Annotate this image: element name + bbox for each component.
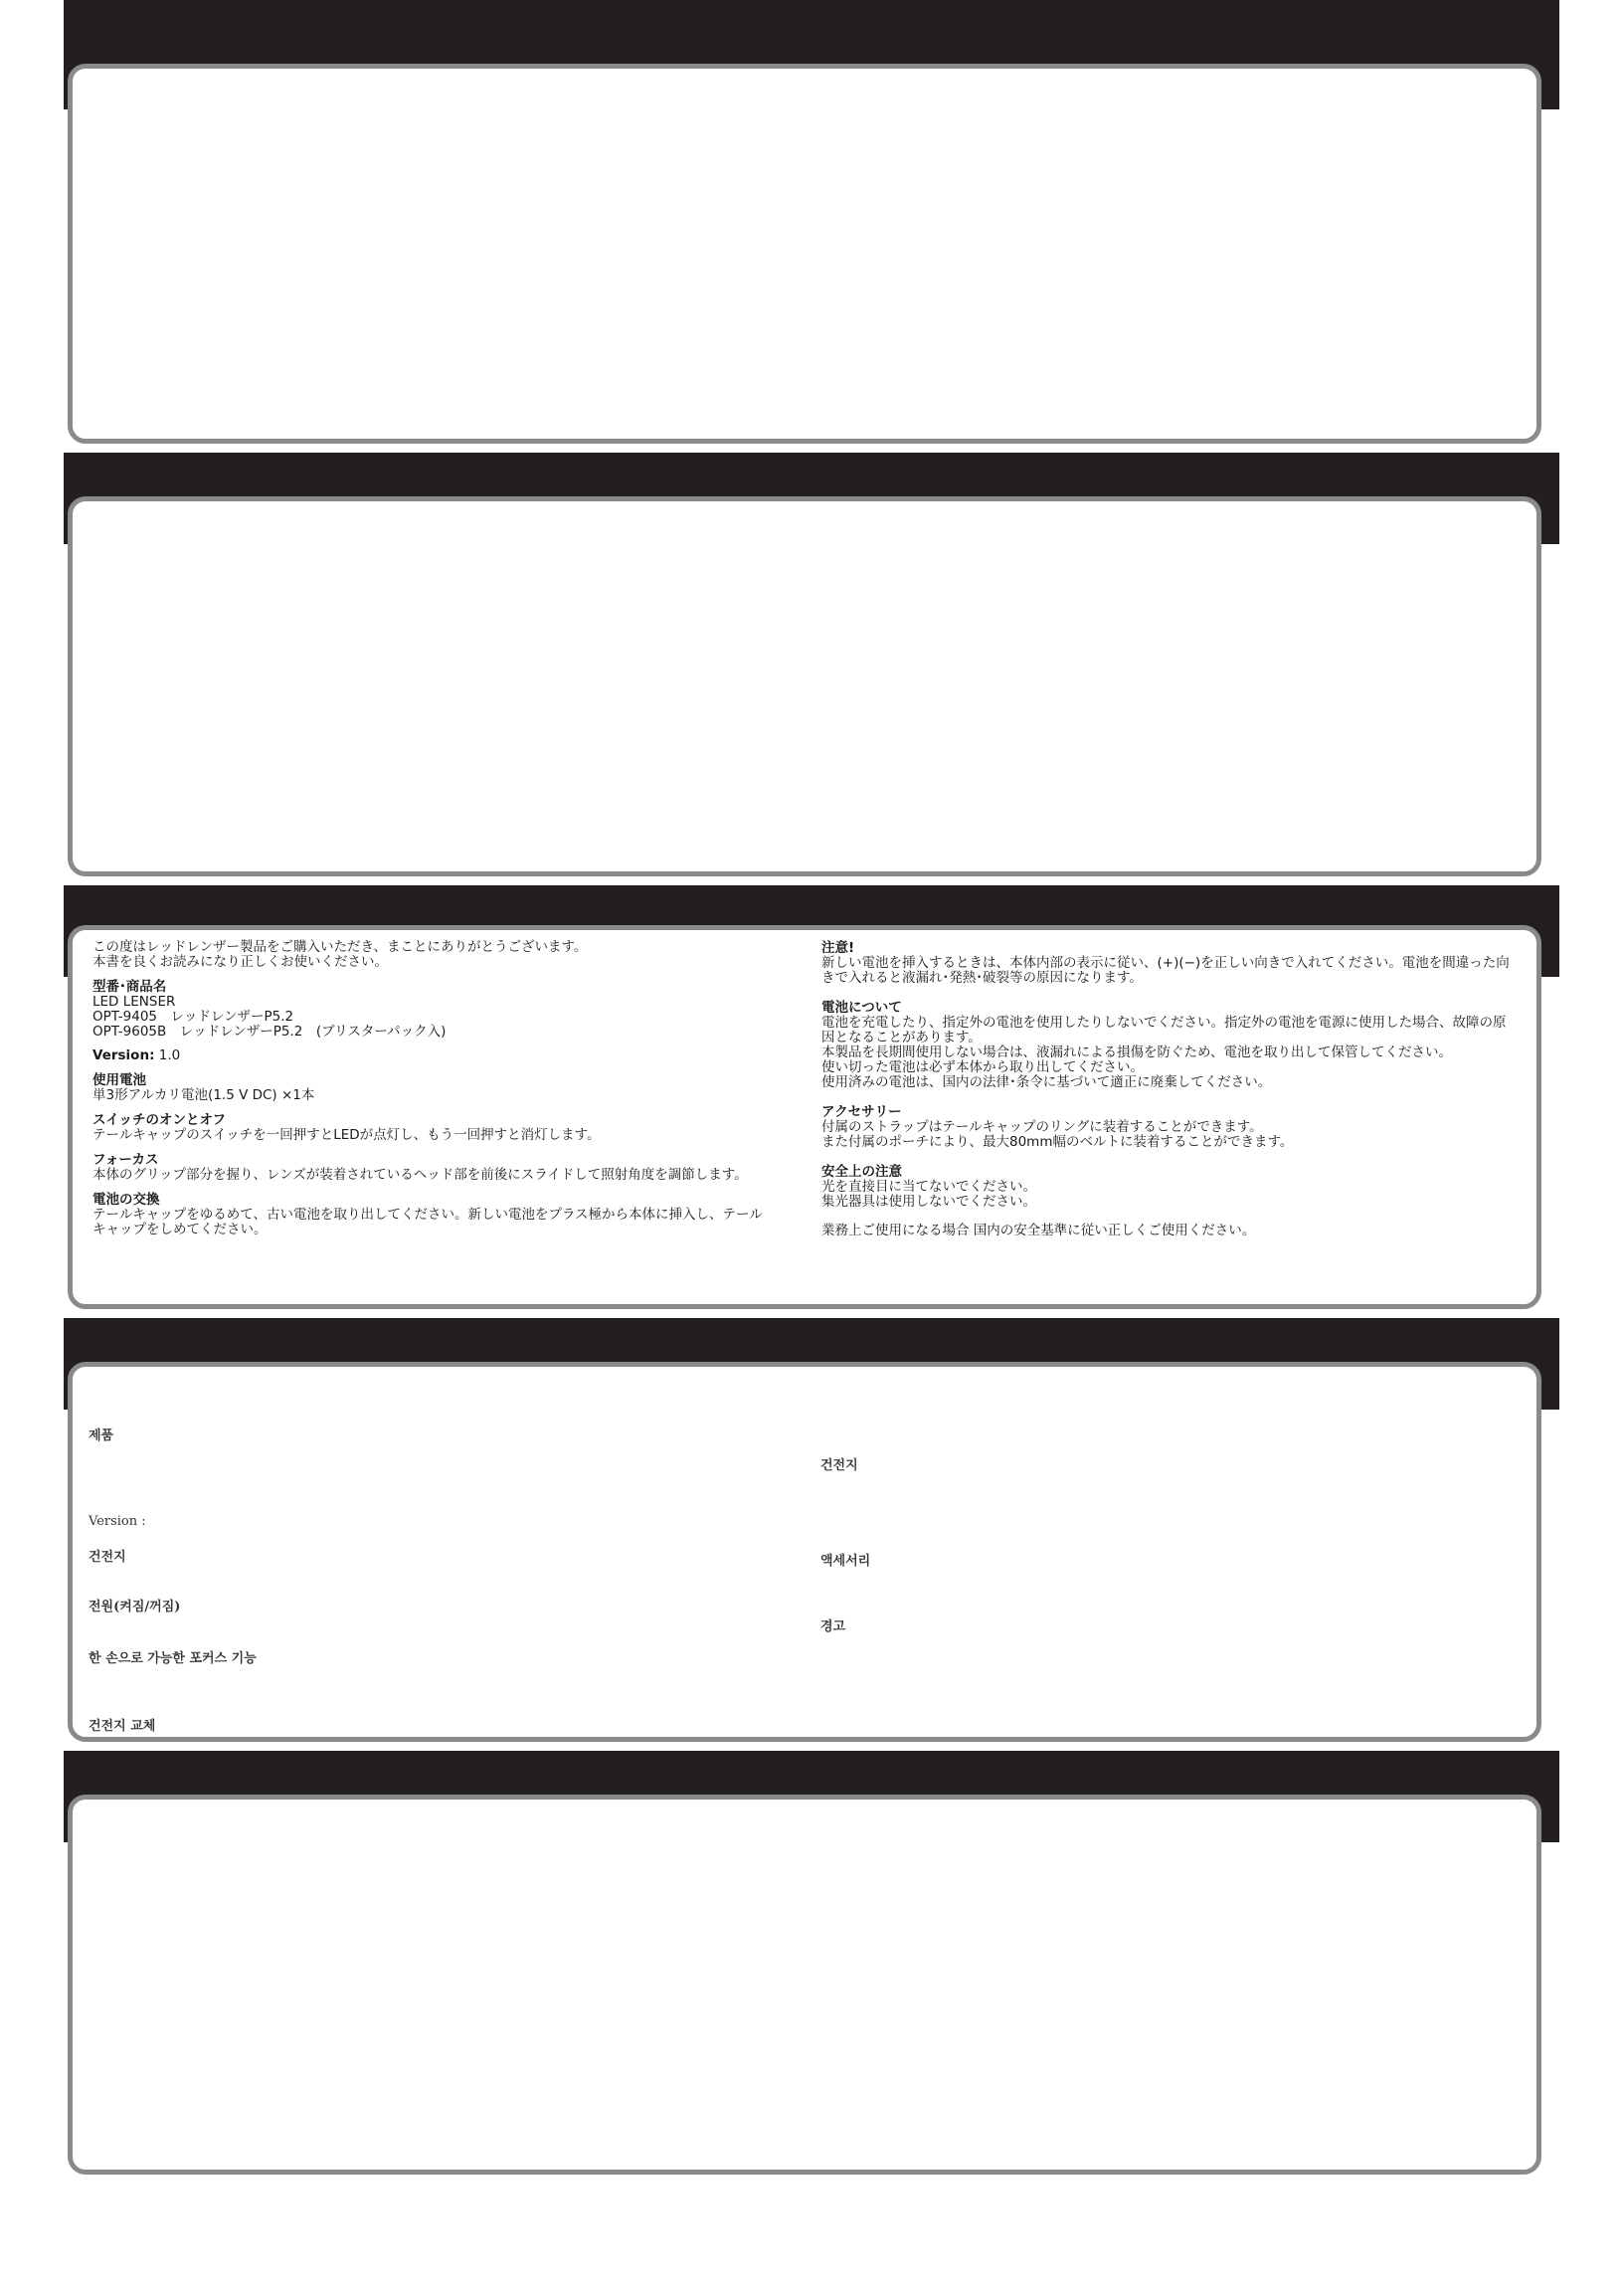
jp-accessory-section: アクセサリー 付属のストラップはテールキャップのリングに装着することができます。 また付属のポーチにより、最大80mm幅のベルトに装着することができます。 <box>821 1104 1533 1150</box>
jp-switch-heading: スイッチのオンとオフ <box>92 1112 227 1128</box>
jp-model-heading: 型番･商品名 <box>92 979 167 995</box>
jp-focus-section: フォーカス 本体のグリップ部分を握り、レンズが装着されているヘッド部を前後にスライドして照射角度を調節します。 <box>92 1152 799 1183</box>
jp-switch-section: スイッチのオンとオフ テールキャップのスイッチを一回押すとLEDが点灯し、もう一回押すと消灯します。 <box>92 1112 799 1143</box>
jp-version-value: 1.0 <box>154 1047 181 1063</box>
jp-focus-heading: フォーカス <box>92 1152 159 1168</box>
panel-2 <box>64 453 1559 880</box>
jp-version-label: Version: <box>92 1047 155 1063</box>
jp-safety-section: 安全上の注意 光を直接目に当てないでください。 集光器具は使用しないでください。 <box>821 1164 1533 1210</box>
panel-2-card <box>68 496 1541 876</box>
jp-caution-section: 注意! 新しい電池を挿入するときは、本体内部の表示に従い、(+)(−)を正しい向きで入れてください。電池を間違った向 きで入れると液漏れ･発熱･破裂等の原因になります。 <box>821 940 1533 986</box>
jp-battery-heading: 使用電池 <box>92 1072 146 1088</box>
ko-focus-label: 한 손으로 가능한 포커스 기능 <box>89 1651 257 1666</box>
jp-battery-notes-heading: 電池について <box>821 1000 902 1016</box>
japanese-left-column <box>92 940 799 1237</box>
japanese-right-column <box>821 940 1533 1238</box>
jp-version <box>92 1048 799 1063</box>
panel-5 <box>64 1751 1559 2179</box>
jp-business-use-note: 業務上ご使用になる場合 国内の安全基準に従い正しくご使用ください。 <box>821 1223 1256 1238</box>
ko-power-label: 전원(켜짐/꺼짐) <box>89 1600 181 1614</box>
panel-4-korean <box>64 1318 1559 1746</box>
jp-battery-notes-section: 電池について 電池を充電したり、指定外の電池を使用したりしないでください。指定外の電池を電源に使用した場合、故障の原 因となることがあります。 本製品を長期間使用しない場合は、液漏れによる損傷を防ぐため、電池を取り出して保管してください。 使い切った電池は必ず本体から取り出してください。 使用済みの電池は、国内の法律･条令に基づいて適正に廃棄してください。 <box>821 1000 1533 1090</box>
jp-caution-heading: 注意! <box>821 940 855 956</box>
jp-battery-section: 使用電池 単3形アルカリ電池(1.5 V DC) ×1本 <box>92 1072 799 1103</box>
jp-accessory-heading: アクセサリー <box>821 1104 902 1120</box>
jp-intro: この度はレッドレンザー製品をご購入いただき、まことにありがとうございます。 本書を良くお読みになり正しくお使いください。 <box>92 939 588 970</box>
ko-battery-right-label: 건전지 <box>820 1458 858 1473</box>
panel-1-card <box>68 64 1541 444</box>
jp-battery-change-section: 電池の交換 テールキャップをゆるめて、古い電池を取り出してください。新しい電池をプラス極から本体に挿入し、テール キャップをしめてください。 <box>92 1192 799 1237</box>
panel-3-card <box>68 925 1541 1309</box>
panel-5-card <box>68 1795 1541 2175</box>
panel-4-card <box>68 1362 1541 1742</box>
ko-version-label: Version : <box>89 1514 146 1529</box>
ko-battery-label: 건전지 <box>89 1550 126 1565</box>
ko-battery-change-label: 건전지 교체 <box>89 1719 156 1734</box>
panel-3-japanese <box>64 885 1559 1313</box>
jp-battery-change-heading: 電池の交換 <box>92 1192 160 1208</box>
ko-product-label: 제품 <box>89 1428 114 1443</box>
ko-accessory-label: 액세서리 <box>820 1554 871 1569</box>
jp-model-section: 型番･商品名 LED LENSER OPT-9405 レッドレンザーP5.2 OPT-9605B レッドレンザーP5.2 (ブリスターパック入) <box>92 979 799 1040</box>
jp-safety-heading: 安全上の注意 <box>821 1164 902 1180</box>
panel-1 <box>64 0 1559 448</box>
ko-warning-label: 경고 <box>820 1619 846 1634</box>
